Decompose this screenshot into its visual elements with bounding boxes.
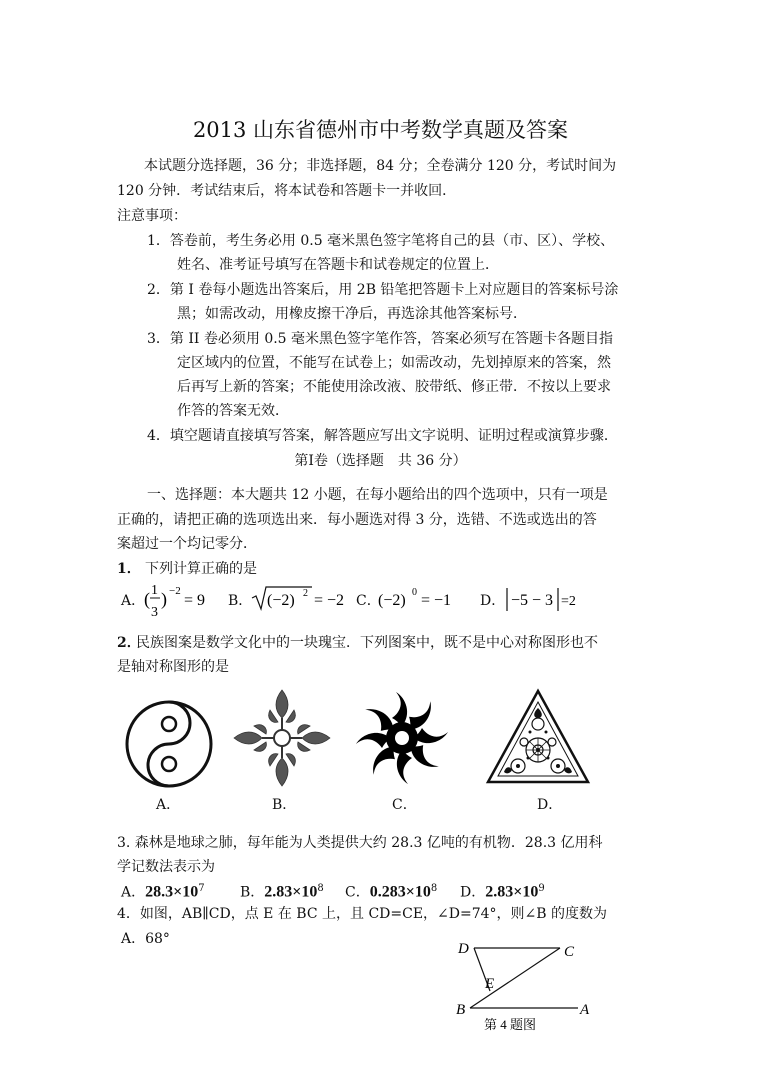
svg-text:1: 1 bbox=[151, 583, 158, 598]
svg-text:= 9: = 9 bbox=[184, 592, 206, 609]
q3-option-d-exponent: 9 bbox=[538, 883, 545, 894]
q4-figure bbox=[452, 936, 602, 1032]
q3-stem-line-1: 3. 森林是地球之肺，每年能为人类提供大约 28.3 亿吨的有机物．28.3 亿用科 bbox=[117, 835, 603, 851]
q3-option-a-mantissa: 28.3×10 bbox=[145, 883, 199, 901]
notice-item-2-line-1: 2．第 I 卷每小题选出答案后，用 2B 铅笔把答题卡上对应题目的答案标号涂 bbox=[147, 282, 619, 298]
notice-heading: 注意事项： bbox=[117, 208, 187, 224]
q2-figure-d-triangle-pattern-icon bbox=[484, 688, 592, 786]
svg-text:3: 3 bbox=[151, 605, 158, 620]
section-intro-line-2: 正确的，请把正确的选项选出来．每小题选对得 3 分，选错、不选或选出的答 bbox=[117, 512, 597, 528]
svg-text:0: 0 bbox=[412, 587, 417, 598]
q2-figure-b-ornament-icon bbox=[232, 688, 332, 788]
q4-option-a: A．68° bbox=[121, 931, 170, 947]
q3-option-c-label: C． bbox=[345, 884, 370, 901]
page-title: 2013 山东省德州市中考数学真题及答案 bbox=[192, 118, 569, 142]
q3-option-b-label: B． bbox=[240, 884, 265, 901]
section-intro-line-3: 案超过一个均记零分． bbox=[117, 536, 257, 552]
q4-point-a: A bbox=[580, 1002, 590, 1018]
q3-option-a bbox=[121, 878, 205, 904]
q1-option-c-label: C． bbox=[356, 593, 381, 609]
q3-stem-line-2: 学记数法表示为 bbox=[117, 859, 215, 875]
q1-option-a-label: A． bbox=[121, 593, 146, 609]
svg-text:(−2): (−2) bbox=[267, 592, 295, 609]
q4-figure-caption: 第 4 题图 bbox=[484, 1017, 537, 1032]
q4-point-b: B bbox=[456, 1002, 466, 1018]
q3-option-a-exponent: 7 bbox=[198, 883, 205, 894]
q4-point-e: E bbox=[485, 976, 495, 992]
q3-option-b bbox=[240, 878, 324, 904]
q1-option-d-expr bbox=[503, 584, 585, 614]
q1-stem: 下列计算正确的是 bbox=[145, 561, 257, 577]
q1-option-d-label: D． bbox=[480, 593, 506, 609]
notice-item-3-line-4: 作答的答案无效． bbox=[177, 403, 289, 419]
q1-option-c-expr bbox=[376, 584, 466, 614]
svg-text:= −1: = −1 bbox=[421, 592, 452, 609]
notice-item-2-line-2: 黑；如需改动，用橡皮擦干净后，再选涂其他答案标号． bbox=[177, 306, 527, 322]
notice-item-3-line-3: 后再写上新的答案；不能使用涂改液、胶带纸、修正带．不按以上要求 bbox=[177, 379, 611, 395]
svg-text:−5 − 3: −5 − 3 bbox=[511, 592, 554, 609]
q3-option-b-mantissa: 2.83×10 bbox=[264, 883, 318, 901]
q4-stem: 4．如图，AB∥CD，点 E 在 BC 上，且 CD=CE，∠D=74°，则∠B 的度数为 bbox=[117, 906, 608, 922]
section-intro-line-1: 一、选择题：本大题共 12 小题，在每小题给出的四个选项中，只有一项是 bbox=[147, 487, 608, 503]
q3-option-d-mantissa: 2.83×10 bbox=[485, 883, 539, 901]
q2-figure-a-taiji-icon bbox=[123, 698, 215, 790]
q2-stem-line-2: 是轴对称图形的是 bbox=[117, 659, 229, 675]
notice-item-4-line-1: 4．填空题请直接填写答案，解答题应写出文字说明、证明过程或演算步骤． bbox=[147, 428, 618, 444]
q1-option-b-expr bbox=[250, 584, 348, 614]
q2-label-a: A． bbox=[156, 797, 181, 813]
q1-number: 1． bbox=[117, 561, 141, 577]
section-title: 第Ⅰ卷（选择题 共 36 分） bbox=[294, 453, 467, 469]
q2-label-b: B． bbox=[272, 797, 297, 813]
q2-stem-line-1: 民族图案是数学文化中的一块瑰宝．下列图案中，既不是中心对称图形也不 bbox=[136, 635, 598, 651]
svg-text:2: 2 bbox=[303, 588, 308, 599]
q4-point-c: C bbox=[564, 944, 575, 960]
notice-item-3-line-1: 3．第 II 卷必须用 0.5 毫米黑色签字笔作答，答案必须写在答题卡各题目指 bbox=[147, 331, 614, 347]
intro-line-2: 120 分钟．考试结束后，将本试卷和答题卡一并收回． bbox=[117, 183, 457, 199]
q3-option-d-label: D． bbox=[460, 884, 486, 901]
q2-number: 2． bbox=[117, 635, 141, 651]
q2-label-d: D． bbox=[537, 797, 563, 813]
q4-point-d: D bbox=[458, 941, 469, 957]
svg-text:): ) bbox=[161, 589, 167, 609]
svg-text:=2: =2 bbox=[561, 594, 576, 609]
svg-text:(: ( bbox=[144, 589, 150, 609]
notice-item-1-line-2: 姓名、准考证号填写在答题卡和试卷规定的位置上． bbox=[177, 257, 499, 273]
q3-option-c-mantissa: 0.283×10 bbox=[369, 883, 431, 901]
q3-option-b-exponent: 8 bbox=[317, 883, 324, 894]
q3-option-c bbox=[345, 878, 437, 904]
notice-item-3-line-2: 定区域内的位置，不能写在试卷上；如需改动，先划掉原来的答案，然 bbox=[177, 355, 611, 371]
svg-text:= −2: = −2 bbox=[314, 592, 345, 609]
q2-figure-c-pinwheel-icon bbox=[350, 686, 454, 790]
intro-line-1: 本试题分选择题，36 分；非选择题，84 分；全卷满分 120 分，考试时间为 bbox=[144, 158, 617, 174]
q3-option-a-label: A． bbox=[121, 884, 146, 901]
q3-option-c-exponent: 8 bbox=[430, 883, 438, 894]
q1-option-b-label: B． bbox=[228, 593, 253, 609]
svg-text:−2: −2 bbox=[169, 585, 181, 597]
q3-option-d bbox=[460, 878, 545, 904]
notice-item-1-line-1: 1．答卷前，考生务必用 0.5 毫米黑色签字笔将自己的县（市、区）、学校、 bbox=[147, 233, 615, 249]
svg-text:(−2): (−2) bbox=[378, 592, 406, 609]
q1-option-a-expr bbox=[142, 578, 214, 624]
q2-label-c: C． bbox=[392, 797, 417, 813]
